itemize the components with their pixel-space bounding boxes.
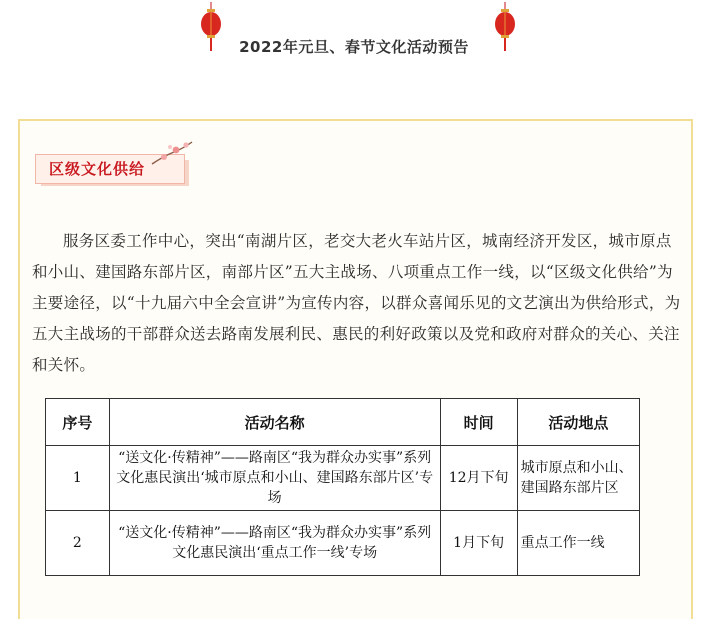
cell-no: 2 — [46, 511, 110, 576]
header-no: 序号 — [46, 399, 110, 446]
header-place: 活动地点 — [517, 399, 639, 446]
table-row — [46, 446, 640, 511]
activity-table — [45, 398, 640, 576]
table-row — [46, 511, 640, 576]
section-title: 区级文化供给 — [49, 160, 146, 178]
plum-branch-icon — [150, 138, 194, 168]
cell-name: “送文化·传精神”——路南区“我为群众办实事”系列文化惠民演出‘城市原点和小山、建国路东部片区’专场 — [109, 446, 440, 511]
cell-place: 重点工作一线 — [517, 511, 639, 576]
cell-name: “送文化·传精神”——路南区“我为群众办实事”系列文化惠民演出‘重点工作一线’专场 — [109, 511, 440, 576]
table-header-row — [46, 399, 640, 446]
page-title: 2022年元旦、春节文化活动预告 — [239, 38, 469, 56]
cell-place: 城市原点和小山、建国路东部片区 — [517, 446, 639, 511]
cell-time: 12月下旬 — [440, 446, 517, 511]
cell-no: 1 — [46, 446, 110, 511]
cell-time: 1月下旬 — [440, 511, 517, 576]
header-time: 时间 — [440, 399, 517, 446]
header-name: 活动名称 — [109, 399, 440, 446]
intro-paragraph: 服务区委工作中心，突出“南湖片区，老交大老火车站片区，城南经济开发区，城市原点和小山、建国路东部片区，南部片区”五大主战场、八项重点工作一线，以“区级文化供给”为主要途径，以“十九届六中全会宣讲”为宣传内容，以群众喜闻乐见的文艺演出为供给形式，为五大主战场的干部群众送去路南发展利民、惠民的利好政策以及党和政府对群众的关心、关注和关怀。 — [32, 232, 681, 374]
